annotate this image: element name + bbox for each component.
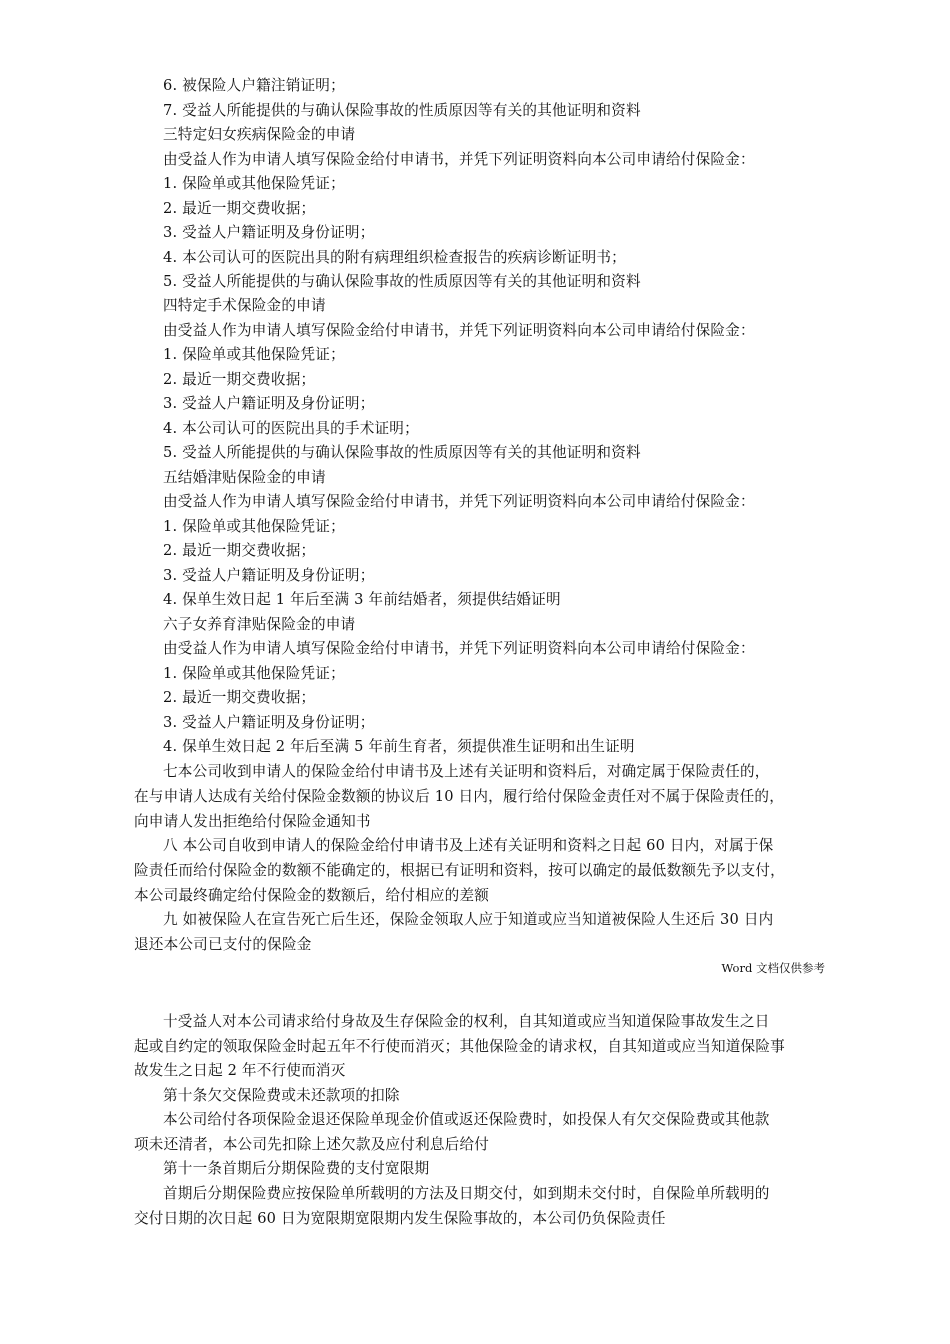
section-heading: 三特定妇女疾病保险金的申请 <box>163 126 356 143</box>
list-item: 3. 受益人户籍证明及身份证明； <box>163 395 375 412</box>
list-item: 2. 最近一期交费收据； <box>163 542 316 559</box>
list-item: 1. 保险单或其他保险凭证； <box>163 175 345 192</box>
clause-heading: 第十一条首期后分期保险费的支付宽限期 <box>163 1160 430 1177</box>
list-item: 4. 本公司认可的医院出具的手术证明； <box>163 420 419 437</box>
list-item: 4. 保单生效日起 2 年后至满 5 年前生育者，须提供准生证明和出生证明 <box>163 738 635 755</box>
paragraph-line: 在与申请人达成有关给付保险金数额的协议后 10 日内，履行给付保险金责任对不属于保险责任的， <box>134 788 784 805</box>
list-item: 1. 保险单或其他保险凭证； <box>163 346 345 363</box>
list-item: 5. 受益人所能提供的与确认保险事故的性质原因等有关的其他证明和资料 <box>163 444 641 461</box>
paragraph-line: 十受益人对本公司请求给付身故及生存保险金的权利，自其知道或应当知道保险事故发生之日 <box>163 1013 770 1030</box>
paragraph-line: 本公司给付各项保险金退还保险单现金价值或返还保险费时，如投保人有欠交保险费或其他款 <box>163 1111 770 1128</box>
paragraph-line: 由受益人作为申请人填写保险金给付申请书，并凭下列证明资料向本公司申请给付保险金： <box>163 322 755 339</box>
paragraph-line: 七本公司收到申请人的保险金给付申请书及上述有关证明和资料后，对确定属于保险责任的， <box>163 763 770 780</box>
clause-heading: 第十条欠交保险费或未还款项的扣除 <box>163 1087 400 1104</box>
paragraph-line: 起或自约定的领取保险金时起五年不行使而消灭；其他保险金的请求权，自其知道或应当知道保险事 <box>134 1038 785 1055</box>
paragraph-line: 由受益人作为申请人填写保险金给付申请书，并凭下列证明资料向本公司申请给付保险金： <box>163 640 755 657</box>
paragraph-line: 交付日期的次日起 60 日为宽限期宽限期内发生保险事故的，本公司仍负保险责任 <box>134 1210 666 1227</box>
paragraph-line: 项未还清者，本公司先扣除上述欠款及应付利息后给付 <box>134 1136 490 1153</box>
list-item: 5. 受益人所能提供的与确认保险事故的性质原因等有关的其他证明和资料 <box>163 273 641 290</box>
paragraph-line: 由受益人作为申请人填写保险金给付申请书，并凭下列证明资料向本公司申请给付保险金： <box>163 493 755 510</box>
paragraph-line: 险责任而给付保险金的数额不能确定的，根据已有证明和资料，按可以确定的最低数额先予以支付， <box>134 862 785 879</box>
paragraph-line: 首期后分期保险费应按保险单所载明的方法及日期交付，如到期未交付时，自保险单所载明的 <box>163 1185 770 1202</box>
paragraph-line: 故发生之日起 2 年不行使而消灭 <box>134 1062 346 1079</box>
list-item: 6. 被保险人户籍注销证明； <box>163 77 345 94</box>
list-item: 2. 最近一期交费收据； <box>163 689 316 706</box>
list-item: 3. 受益人户籍证明及身份证明； <box>163 224 375 241</box>
list-item: 1. 保险单或其他保险凭证； <box>163 665 345 682</box>
paragraph-line: 九 如被保险人在宣告死亡后生还，保险金领取人应于知道或应当知道被保险人生还后 30 日内 <box>163 911 774 928</box>
paragraph-line: 退还本公司已支付的保险金 <box>134 936 312 953</box>
section-heading: 四特定手术保险金的申请 <box>163 297 326 314</box>
list-item: 4. 保单生效日起 1 年后至满 3 年前结婚者，须提供结婚证明 <box>163 591 561 608</box>
paragraph-line: 向申请人发出拒绝给付保险金通知书 <box>134 813 371 830</box>
list-item: 3. 受益人户籍证明及身份证明； <box>163 567 375 584</box>
list-item: 1. 保险单或其他保险凭证； <box>163 518 345 535</box>
paragraph-line: 由受益人作为申请人填写保险金给付申请书，并凭下列证明资料向本公司申请给付保险金： <box>163 151 755 168</box>
list-item: 2. 最近一期交费收据； <box>163 200 316 217</box>
list-item: 3. 受益人户籍证明及身份证明； <box>163 714 375 731</box>
list-item: 7. 受益人所能提供的与确认保险事故的性质原因等有关的其他证明和资料 <box>163 102 641 119</box>
paragraph-line: 八 本公司自收到申请人的保险金给付申请书及上述有关证明和资料之日起 60 日内，对属于保 <box>163 837 774 854</box>
list-item: 4. 本公司认可的医院出具的附有病理组织检查报告的疾病诊断证明书； <box>163 249 626 266</box>
section-heading: 五结婚津贴保险金的申请 <box>163 469 326 486</box>
section-heading: 六子女养育津贴保险金的申请 <box>163 616 356 633</box>
paragraph-line: 本公司最终确定给付保险金的数额后，给付相应的差额 <box>134 887 490 904</box>
list-item: 2. 最近一期交费收据； <box>163 371 316 388</box>
reference-note: Word 文档仅供参考 <box>721 961 825 975</box>
